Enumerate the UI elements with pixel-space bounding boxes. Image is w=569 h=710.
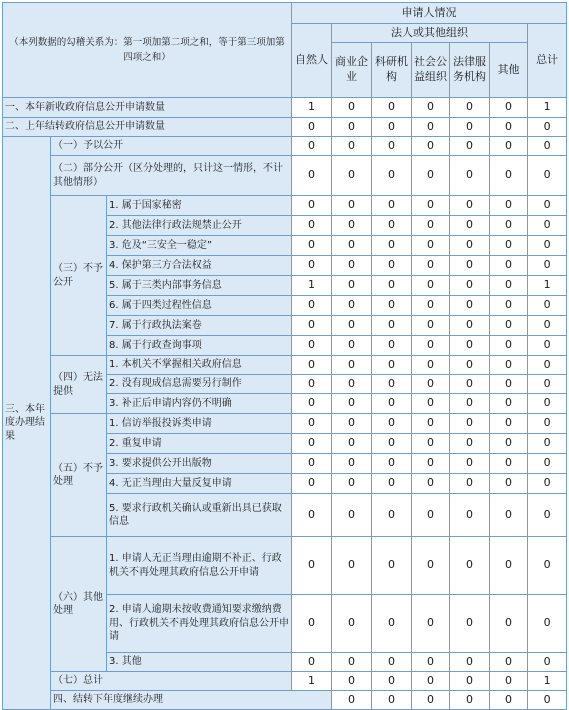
value-cell: 0 <box>490 356 528 375</box>
value-cell: 0 <box>490 296 528 316</box>
value-cell: 0 <box>412 156 450 196</box>
item-label: 3. 补正后申请内容仍不明确 <box>107 394 292 414</box>
value-cell: 0 <box>372 236 412 256</box>
value-cell: 0 <box>450 316 490 336</box>
value-cell: 0 <box>490 216 528 236</box>
value-cell: 0 <box>490 98 528 118</box>
value-cell: 0 <box>450 98 490 118</box>
value-cell: 0 <box>450 595 490 653</box>
value-cell: 0 <box>412 653 450 672</box>
table-row <box>3 537 567 595</box>
value-cell: 0 <box>412 474 450 494</box>
value-cell: 0 <box>372 494 412 537</box>
value-cell: 0 <box>450 356 490 375</box>
value-cell: 0 <box>528 256 567 276</box>
item-label: 4. 无正当理由大量反复申请 <box>107 474 292 494</box>
value-cell: 0 <box>332 691 372 710</box>
value-cell: 0 <box>292 336 332 356</box>
value-cell: 0 <box>412 414 450 434</box>
value-cell: 0 <box>412 98 450 118</box>
value-cell: 0 <box>528 118 567 137</box>
value-cell: 0 <box>450 216 490 236</box>
item-label: 5. 属于三类内部事务信息 <box>107 276 292 296</box>
value-cell: 1 <box>292 672 332 691</box>
value-cell: 0 <box>412 494 450 537</box>
value-cell: 0 <box>412 196 450 216</box>
value-cell: 0 <box>450 434 490 454</box>
value-cell: 0 <box>292 537 332 595</box>
value-cell: 1 <box>528 672 567 691</box>
value-cell: 0 <box>490 137 528 156</box>
item-label: 5. 要求行政机关确认或重新出具已获取信息 <box>107 494 292 537</box>
value-cell: 0 <box>412 236 450 256</box>
value-cell: 0 <box>332 316 372 336</box>
item-label: 3. 危及“三安全一稳定” <box>107 236 292 256</box>
note-cell: （本列数据的勾稽关系为：第一项加第二项之和，等于第三项加第四项之和） <box>3 3 292 98</box>
value-cell: 0 <box>490 375 528 394</box>
value-cell: 0 <box>332 336 372 356</box>
value-cell: 0 <box>372 375 412 394</box>
value-cell: 0 <box>450 414 490 434</box>
table-row <box>3 137 567 156</box>
value-cell: 0 <box>332 454 372 474</box>
value-cell: 0 <box>372 336 412 356</box>
value-cell: 0 <box>372 691 412 710</box>
value-cell: 0 <box>528 537 567 595</box>
value-cell: 0 <box>412 454 450 474</box>
value-cell: 0 <box>412 118 450 137</box>
value-cell: 0 <box>450 236 490 256</box>
value-cell: 0 <box>292 216 332 236</box>
value-cell: 0 <box>528 196 567 216</box>
item-label: 7. 属于行政执法案卷 <box>107 316 292 336</box>
value-cell: 0 <box>450 296 490 316</box>
value-cell: 0 <box>412 691 450 710</box>
value-cell: 0 <box>412 537 450 595</box>
value-cell: 0 <box>528 434 567 454</box>
value-cell: 0 <box>528 156 567 196</box>
value-cell: 0 <box>412 672 450 691</box>
item-label: 1. 申请人无正当理由逾期不补正、行政机关不再处理其政府信息公开申请 <box>107 537 292 595</box>
statistics-table <box>2 2 567 710</box>
value-cell: 0 <box>332 672 372 691</box>
value-cell: 0 <box>490 236 528 256</box>
value-cell: 0 <box>490 494 528 537</box>
value-cell: 0 <box>490 394 528 414</box>
value-cell: 0 <box>332 137 372 156</box>
item-label: 1. 本机关不掌握相关政府信息 <box>107 356 292 375</box>
value-cell: 0 <box>372 356 412 375</box>
value-cell: 0 <box>528 137 567 156</box>
value-cell: 0 <box>450 653 490 672</box>
value-cell: 0 <box>528 336 567 356</box>
value-cell: 0 <box>372 296 412 316</box>
value-cell: 1 <box>528 276 567 296</box>
value-cell: 0 <box>528 494 567 537</box>
value-cell: 0 <box>528 356 567 375</box>
value-cell: 0 <box>528 414 567 434</box>
legal-group-header: 法人或其他组织 <box>332 24 528 43</box>
value-cell: 0 <box>332 494 372 537</box>
item-label: 1. 信访举报投诉类申请 <box>107 414 292 434</box>
value-cell: 0 <box>412 137 450 156</box>
value-cell: 0 <box>372 653 412 672</box>
value-cell: 0 <box>332 276 372 296</box>
value-cell: 0 <box>490 156 528 196</box>
table-row <box>3 98 567 118</box>
value-cell: 0 <box>528 236 567 256</box>
value-cell: 0 <box>450 336 490 356</box>
group-label: （四）无法提供 <box>51 356 107 414</box>
group-label: （三）不予公开 <box>51 196 107 356</box>
value-cell: 0 <box>528 316 567 336</box>
table-row <box>3 691 567 710</box>
col-header-legal-service: 法律服务机构 <box>450 43 490 98</box>
value-cell: 0 <box>450 494 490 537</box>
table-row <box>3 156 567 196</box>
item-label: 2. 其他法律行政法规禁止公开 <box>107 216 292 236</box>
value-cell: 0 <box>372 156 412 196</box>
value-cell: 0 <box>412 434 450 454</box>
value-cell: 0 <box>490 454 528 474</box>
value-cell: 0 <box>292 454 332 474</box>
item-label: 3. 要求提供公开出版物 <box>107 454 292 474</box>
col-header-natural: 自然人 <box>292 24 332 98</box>
value-cell: 0 <box>528 296 567 316</box>
value-cell: 0 <box>372 256 412 276</box>
value-cell: 0 <box>450 196 490 216</box>
row-label: 一、本年新收政府信息公开申请数量 <box>3 98 292 118</box>
value-cell: 0 <box>332 156 372 196</box>
value-cell: 0 <box>490 118 528 137</box>
value-cell: 0 <box>412 394 450 414</box>
value-cell: 0 <box>528 454 567 474</box>
value-cell: 1 <box>292 98 332 118</box>
value-cell: 0 <box>332 537 372 595</box>
applicant-header: 申请人情况 <box>292 3 567 24</box>
value-cell: 0 <box>292 494 332 537</box>
value-cell: 0 <box>372 98 412 118</box>
item-label: 6. 属于四类过程性信息 <box>107 296 292 316</box>
value-cell: 0 <box>372 216 412 236</box>
value-cell: 0 <box>528 474 567 494</box>
value-cell: 0 <box>332 414 372 434</box>
value-cell: 0 <box>292 356 332 375</box>
value-cell: 0 <box>332 296 372 316</box>
value-cell: 0 <box>332 236 372 256</box>
value-cell: 0 <box>490 474 528 494</box>
value-cell: 0 <box>528 691 567 710</box>
value-cell: 0 <box>412 595 450 653</box>
value-cell: 0 <box>450 156 490 196</box>
value-cell: 0 <box>372 394 412 414</box>
value-cell: 0 <box>292 595 332 653</box>
value-cell: 0 <box>292 296 332 316</box>
group-label: （五）不予处理 <box>51 414 107 537</box>
value-cell: 0 <box>528 653 567 672</box>
value-cell: 0 <box>490 414 528 434</box>
group-label: （七）总计 <box>51 672 292 691</box>
value-cell: 0 <box>528 394 567 414</box>
value-cell: 0 <box>372 595 412 653</box>
value-cell: 0 <box>450 394 490 414</box>
item-label: 2. 没有现成信息需要另行制作 <box>107 375 292 394</box>
value-cell: 0 <box>292 196 332 216</box>
value-cell: 0 <box>372 137 412 156</box>
value-cell: 0 <box>332 653 372 672</box>
item-label: 4. 保护第三方合法权益 <box>107 256 292 276</box>
group-label: （一）予以公开 <box>51 137 292 156</box>
value-cell: 0 <box>372 474 412 494</box>
col-header-total: 总计 <box>528 24 567 98</box>
group-label: （六）其他处理 <box>51 537 107 672</box>
value-cell: 0 <box>332 595 372 653</box>
value-cell: 0 <box>490 196 528 216</box>
value-cell: 0 <box>450 454 490 474</box>
value-cell: 0 <box>292 137 332 156</box>
table-row <box>3 414 567 434</box>
value-cell: 0 <box>528 375 567 394</box>
value-cell: 0 <box>292 375 332 394</box>
value-cell: 0 <box>332 118 372 137</box>
value-cell: 0 <box>450 537 490 595</box>
value-cell: 0 <box>412 256 450 276</box>
value-cell: 0 <box>412 276 450 296</box>
value-cell: 0 <box>332 256 372 276</box>
section-label: 三、本年度办理结果 <box>3 137 51 710</box>
item-label: 8. 属于行政查询事项 <box>107 336 292 356</box>
value-cell: 0 <box>528 216 567 236</box>
value-cell: 0 <box>372 316 412 336</box>
value-cell: 0 <box>332 474 372 494</box>
value-cell: 0 <box>372 454 412 474</box>
value-cell: 0 <box>332 196 372 216</box>
value-cell: 1 <box>292 276 332 296</box>
item-label: 2. 重复申请 <box>107 434 292 454</box>
value-cell: 0 <box>490 537 528 595</box>
value-cell: 0 <box>490 691 528 710</box>
value-cell: 0 <box>490 434 528 454</box>
value-cell: 0 <box>412 296 450 316</box>
value-cell: 0 <box>490 316 528 336</box>
value-cell: 0 <box>332 356 372 375</box>
item-label: 3. 其他 <box>107 653 292 672</box>
value-cell: 0 <box>292 236 332 256</box>
col-header-research: 科研机构 <box>372 43 412 98</box>
col-header-business: 商业企业 <box>332 43 372 98</box>
item-label: 2. 申请人逾期未按收费通知要求缴纳费用、行政机关不再处理其政府信息公开申请 <box>107 595 292 653</box>
value-cell: 0 <box>372 537 412 595</box>
value-cell: 0 <box>490 336 528 356</box>
table-row <box>3 356 567 375</box>
value-cell: 0 <box>292 118 332 137</box>
table-row <box>3 672 567 691</box>
value-cell: 0 <box>292 156 332 196</box>
value-cell: 0 <box>372 118 412 137</box>
value-cell: 0 <box>332 216 372 236</box>
value-cell: 0 <box>412 375 450 394</box>
value-cell: 0 <box>372 672 412 691</box>
value-cell: 0 <box>332 98 372 118</box>
value-cell: 0 <box>450 137 490 156</box>
value-cell: 0 <box>372 196 412 216</box>
value-cell: 0 <box>332 375 372 394</box>
col-header-public-welfare: 社会公益组织 <box>412 43 450 98</box>
row-label: 二、上年结转政府信息公开申请数量 <box>3 118 292 137</box>
value-cell: 0 <box>292 394 332 414</box>
value-cell: 0 <box>490 672 528 691</box>
value-cell: 0 <box>450 118 490 137</box>
value-cell: 0 <box>292 316 332 336</box>
value-cell: 0 <box>332 434 372 454</box>
value-cell: 0 <box>372 414 412 434</box>
value-cell: 0 <box>450 691 490 710</box>
value-cell: 0 <box>292 653 332 672</box>
value-cell: 0 <box>450 672 490 691</box>
value-cell: 0 <box>450 474 490 494</box>
value-cell: 0 <box>490 256 528 276</box>
group-label: （二）部分公开（区分处理的，只计这一情形，不计其他情形） <box>51 156 292 196</box>
table-row <box>3 196 567 216</box>
value-cell: 0 <box>490 595 528 653</box>
value-cell: 0 <box>450 375 490 394</box>
value-cell: 0 <box>490 276 528 296</box>
value-cell: 0 <box>528 595 567 653</box>
value-cell: 0 <box>412 356 450 375</box>
value-cell: 0 <box>372 276 412 296</box>
table-row <box>3 118 567 137</box>
value-cell: 0 <box>450 276 490 296</box>
value-cell: 0 <box>372 434 412 454</box>
value-cell: 0 <box>450 256 490 276</box>
value-cell: 0 <box>412 216 450 236</box>
item-label: 1. 属于国家秘密 <box>107 196 292 216</box>
value-cell: 0 <box>412 316 450 336</box>
row-label: 四、结转下年度继续办理 <box>51 691 332 710</box>
value-cell: 0 <box>292 414 332 434</box>
value-cell: 0 <box>292 256 332 276</box>
value-cell: 0 <box>292 434 332 454</box>
col-header-other: 其他 <box>490 43 528 98</box>
value-cell: 0 <box>292 474 332 494</box>
value-cell: 1 <box>528 98 567 118</box>
value-cell: 0 <box>332 394 372 414</box>
value-cell: 0 <box>490 653 528 672</box>
value-cell: 0 <box>412 336 450 356</box>
